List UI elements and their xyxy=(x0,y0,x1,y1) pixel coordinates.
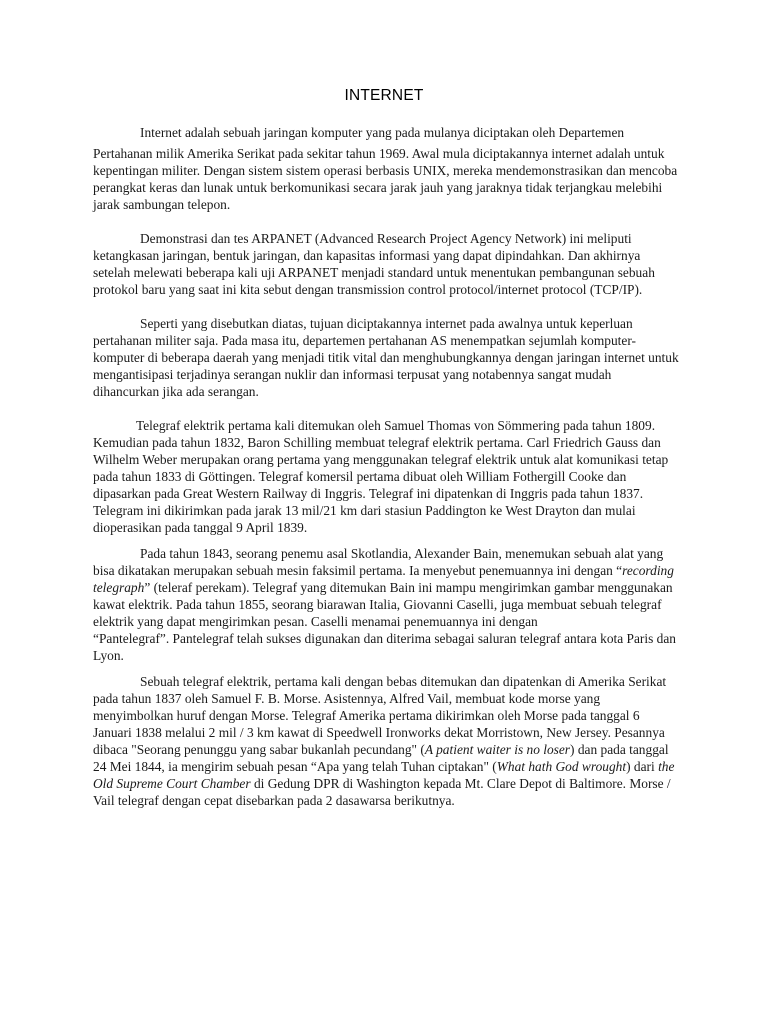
paragraph-history: Pertahanan milik Amerika Serikat pada sekitar tahun 1969. Awal mula diciptakannya internet adalah untuk kepentingan militer. Dengan sistem sistem operasi berbasis UNIX, mereka mendemonstrasikan dan mencoba perangkat keras dan lunak untuk berkomunikasi secara jarak jauh yang jaraknya tidak terjangkau melebihi jarak sambungan telepon. xyxy=(93,146,678,212)
page-title: INTERNET xyxy=(344,87,424,104)
paragraph-intro: Internet adalah sebuah jaringan komputer yang pada mulanya diciptakan oleh Departemen xyxy=(140,125,625,140)
paragraph-purpose: Seperti yang disebutkan diatas, tujuan diciptakannya internet pada awalnya untuk keperluan pertahanan militer saja. Pada masa itu, departemen pertahanan AS menempatkan sejumlah komputer-komputer di beberapa daerah yang menjadi titik vital dan menghubungkannya dengan jaringan internet untuk mengantisipasi terjadinya serangan nuklir dan informasi terpusat yang notabennya sangat mudah dihancurkan jika ada serangan. xyxy=(93,316,679,399)
text-run: ) dari xyxy=(626,759,659,774)
document-body xyxy=(93,124,680,809)
text-run: ” (teleraf perekam). Telegraf yang ditemukan Bain ini mampu mengirimkan gambar menggunakan kawat elektrik. Pada tahun 1855, seorang biarawan Italia, Giovanni Caselli, juga membuat sebuah telegraf elektrik yang dapat mengirimkan pesan. Caselli menamai penemuannya ini dengan xyxy=(93,580,673,629)
paragraph-telegraph-origin: Telegraf elektrik pertama kali ditemukan oleh Samuel Thomas von Sömmering pada tahun 1809. Kemudian pada tahun 1832, Baron Schilling membuat telegraf elektrik pertama. Carl Friedrich Gauss dan Wilhelm Weber merupakan orang pertama yang menggunakan telegraf elektrik untuk alat komunikasi tetap pada tahun 1833 di Göttingen. Telegraf komersil pertama dibuat oleh William Fothergill Cooke dan dipasarkan pada Great Western Railway di Inggris. Telegraf ini dipatenkan di Inggris pada tahun 1837. Telegram ini dikirimkan pada jarak 13 mil/21 km dari stasiun Paddington ke West Drayton dan mulai dioperasikan pada tanggal 9 April 1839. xyxy=(93,418,669,535)
text-run: “Pantelegraf”. Pantelegraf telah sukses digunakan dan diterima sebagai saluran telegraf antara kota Paris dan Lyon. xyxy=(93,631,676,663)
paragraph-bain-caselli xyxy=(93,545,680,664)
paragraph-morse xyxy=(93,673,680,809)
paragraph-arpanet: Demonstrasi dan tes ARPANET (Advanced Research Project Agency Network) ini meliputi ketangkasan jaringan, bentuk jaringan, dan kapasitas informasi yang dapat dipindahkan. Dan akhirnya setelah melewati beberapa kali uji ARPANET menjadi standard untuk menentukan pembangunan sebuah protokol baru yang saat ini kita sebut dengan transmission control protocol/internet protocol (TCP/IP). xyxy=(93,231,655,297)
emphasis-recording-telegraph: recording telegraph xyxy=(93,563,674,595)
text-run: Sebuah telegraf elektrik, pertama kali dengan bebas ditemukan dan dipatenkan di Amerika Serikat pada tahun 1837 oleh Samuel F. B. Morse. Asistennya, Alfred Vail, membuat kode morse yang menyimbolkan huruf dengan Morse. Telegraf Amerika pertama dikirimkan oleh Morse pada tanggal 6 Januari 1838 melalui 2 mil / 3 km kawat di Speedwell Ironworks dekat Morristown, New Jersey. Pesannya dibaca "Seorang penunggu yang sabar bukanlah pecundang" ( xyxy=(93,674,667,757)
emphasis-patient-waiter: A patient waiter is no loser xyxy=(424,742,571,757)
text-run: Pada tahun 1843, seorang penemu asal Skotlandia, Alexander Bain, menemukan sebuah alat yang bisa dikatakan merupakan sebuah mesin faksimil pertama. Ia menyebut penemuannya ini dengan “ xyxy=(93,546,664,578)
emphasis-god-wrought: What hath God wrought xyxy=(496,759,627,774)
text-run: ) dan pada tanggal 24 Mei 1844, ia mengirim sebuah pesan “Apa yang telah Tuhan ciptakan" ( xyxy=(93,742,669,774)
emphasis-supreme-court: the Old Supreme Court Chamber xyxy=(93,759,675,791)
text-run: di Gedung DPR di Washington kepada Mt. Clare Depot di Baltimore. Morse / Vail telegraf dengan cepat disebarkan pada 2 dasawarsa berikutnya. xyxy=(93,776,671,808)
